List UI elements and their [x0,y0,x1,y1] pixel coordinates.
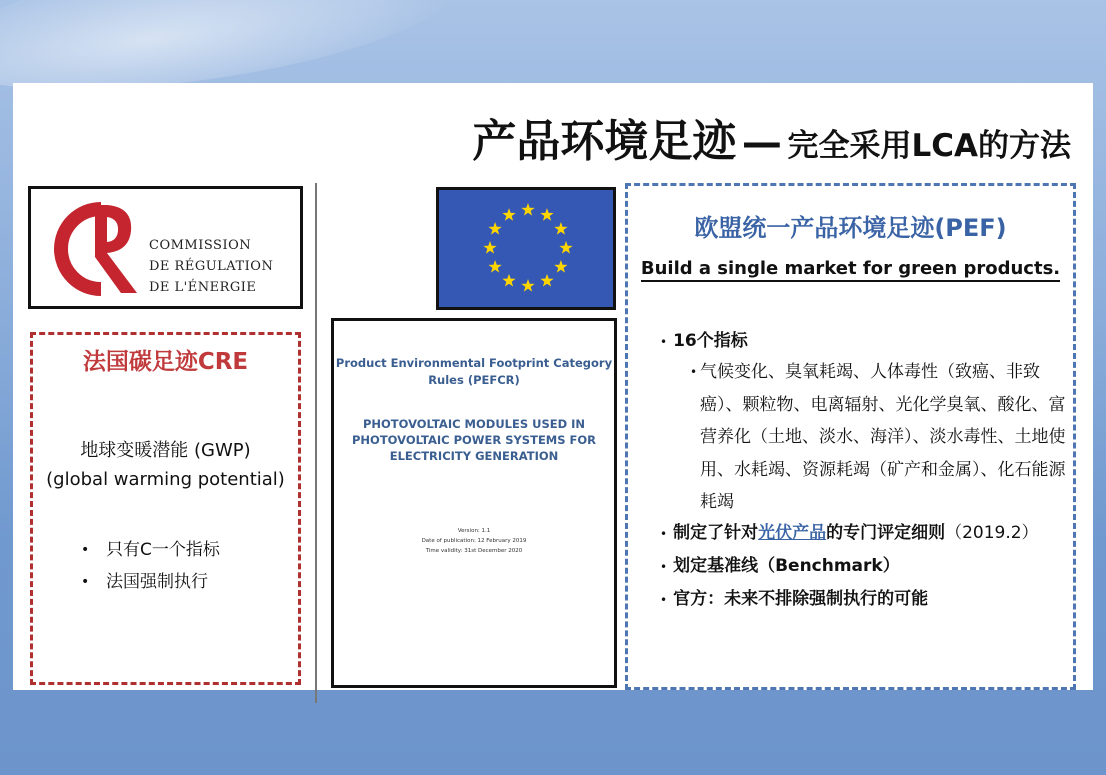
eu-flag-icon [436,187,616,310]
pef-box [625,183,1076,690]
cre-mark-icon [45,197,145,297]
bullet-indicators [660,326,748,351]
bullet-official-text: 官方：未来不排除强制执行的可能 [673,589,929,609]
sub-bullet-icon: • [690,365,698,379]
title-sub: 完全采用LCA的方法 [787,128,1071,164]
bullet-benchmark [660,551,900,576]
eu-stars [439,190,613,307]
pef-subheading-text: Build a single market for green products. [641,258,1060,282]
title-main: 产品环境足迹 [472,116,737,167]
gwp-english: (global warming potential) [46,469,285,490]
document-publication: Date of publication: 12 February 2019 [421,538,527,544]
vertical-divider [315,183,317,703]
indicator-detail-text: 气候变化、臭氧耗竭、人体毒性（致癌、非致癌）、颗粒物、电离辐射、光化学臭氧、酸化、富营养化（土地、淡水、海洋）、淡水毒性、土地使用、水耗竭、资源耗竭（矿产和金属）、化石能源耗竭 [700,362,1066,512]
document-version: Version: 1.1 [457,528,491,534]
title-dash: — [741,120,782,166]
pef-heading: 欧盟统一产品环境足迹(PEF) [694,214,1007,242]
cre-org-name [149,235,273,298]
bullet-icon: • [660,335,668,349]
cre-box [30,332,301,685]
cre-org-line-1: COMMISSION [149,238,252,253]
bullet-benchmark-text: 划定基准线（Benchmark） [673,556,900,576]
bullet-rules-date: （2019.2） [945,523,1039,543]
cre-bullet-list [81,534,220,598]
slide [13,83,1093,690]
bullet-rules-pre: 制定了针对 [673,523,759,543]
bullet-icon: • [660,560,668,574]
pv-products-link[interactable]: 光伏产品 [758,523,827,543]
bullet-rules-post: 的专门评定细则 [826,523,946,543]
gwp-label: 地球变暖潜能 (GWP) [80,440,251,461]
cre-logo [28,186,303,309]
cre-org-line-3: DE L'ÉNERGIE [149,280,257,295]
list-item: • 只有C一个指标 [81,534,220,566]
list-item: • 法国强制执行 [81,566,220,598]
document-validity: Time validity: 31st December 2020 [425,548,523,554]
document-meta [334,526,614,556]
pefcr-document [331,318,617,688]
bullet-icon: • [660,593,668,607]
pef-subheading [628,258,1073,279]
document-subject: PHOTOVOLTAIC MODULES USED IN PHOTOVOLTAIC POWER SYSTEMS FOR ELECTRICITY GENERATION [351,417,597,463]
bullet-indicators-text: 16个指标 [673,331,748,351]
document-title: Product Environmental Footprint Category Rules (PEFCR) [335,356,613,387]
bullet-rules [660,518,1039,543]
cre-heading: 法国碳足迹CRE [82,349,249,375]
bullet-icon: • [660,527,668,541]
cre-org-line-2: DE RÉGULATION [149,259,274,274]
bullet-official [660,584,928,609]
indicator-detail [690,356,1070,519]
page-title [472,105,1071,169]
